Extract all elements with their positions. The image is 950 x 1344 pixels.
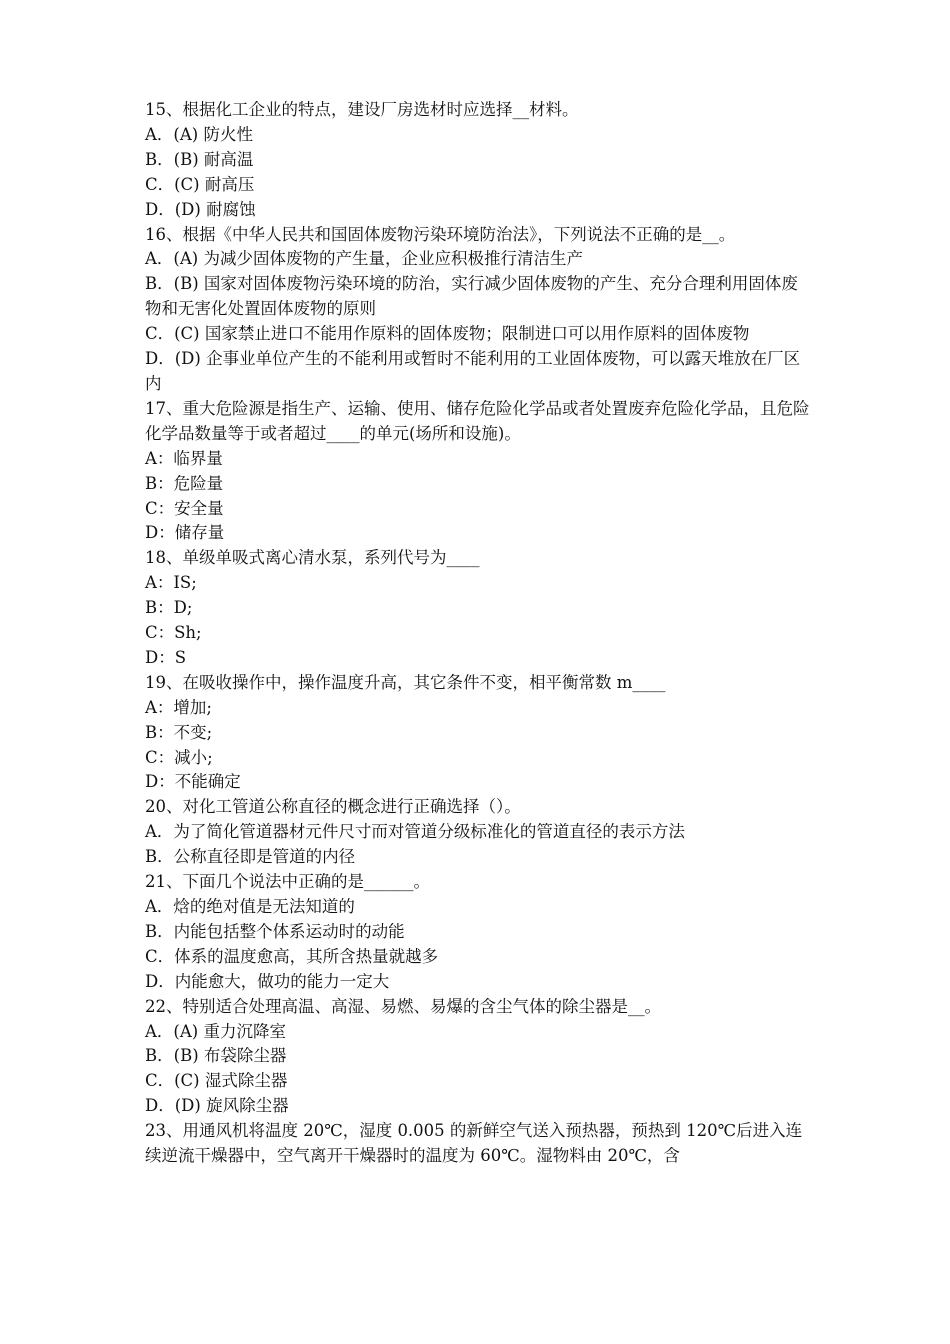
question-19 [145,671,810,796]
question-22 [145,995,810,1120]
option-c: C：Sh; [145,623,202,643]
option-b: B．(B) 布袋除尘器 [145,1046,287,1066]
option-b: B．(B) 国家对固体废物污染环境的防治，实行减少固体废物的产生、充分合理利用固体废物和无害化处置固体废物的原则 [145,274,798,319]
option-b: B．公称直径即是管道的内径 [145,847,356,867]
option-a: A：增加; [145,697,212,717]
option-b: B：D; [145,598,193,618]
option-d: D．(D) 耐腐蚀 [145,199,256,219]
option-d: D：储存量 [145,523,225,543]
option-c: C．(C) 湿式除尘器 [145,1071,288,1091]
option-a: A．焓的绝对值是无法知道的 [145,897,355,916]
question-stem: 18、单级单吸式离心清水泵，系列代号为____ [145,548,480,568]
question-16 [145,223,810,397]
question-stem: 22、特别适合处理高温、高湿、易燃、易爆的含尘气体的除尘器是__。 [145,996,661,1016]
option-c: C．(C) 耐高压 [145,174,255,194]
option-d: D．(D) 企事业单位产生的不能利用或暂时不能利用的工业固体废物，可以露天堆放在厂区内 [145,349,801,393]
option-c: C．体系的温度愈高，其所含热量就越多 [145,946,439,966]
question-20 [145,795,810,870]
option-d: D．内能愈大，做功的能力一定大 [145,971,390,991]
question-15 [145,98,810,223]
question-stem: 17、重大危险源是指生产、运输、使用、储存危险化学品或者处置废弃危险化学品，且危险化学品数量等于或者超过____的单元(场所和设施)。 [145,398,810,443]
option-b: B．(B) 耐高温 [145,149,254,169]
option-c: C：减小; [145,747,213,767]
question-stem: 21、下面几个说法中正确的是______。 [145,872,430,892]
question-21 [145,870,810,995]
option-b: B：危险量 [145,473,224,493]
question-23 [145,1119,810,1169]
question-18 [145,546,810,671]
option-d: D．(D) 旋风除尘器 [145,1096,289,1116]
option-c: C．(C) 国家禁止进口不能用作原料的固体废物；限制进口可以用作原料的固体废物 [145,324,750,344]
option-c: C：安全量 [145,498,224,518]
question-stem: 15、根据化工企业的特点，建设厂房选材时应选择__材料。 [145,100,579,119]
option-a: A：IS; [145,573,197,593]
option-d: D：S [145,647,187,667]
question-17 [145,397,810,546]
option-d: D：不能确定 [145,772,241,792]
option-a: A：临界量 [145,448,223,468]
document-page [145,98,810,1169]
question-stem: 20、对化工管道公称直径的概念进行正确选择（）。 [145,797,521,817]
option-a: A．(A) 重力沉降室 [145,1021,286,1041]
option-b: B：不变; [145,722,213,742]
question-stem: 23、用通风机将温度 20℃，湿度 0.005 的新鲜空气送入预热器，预热到 120℃后进入连续逆流干燥器中，空气离开干燥器时的温度为 60℃。湿物料由 20℃，含 [145,1121,803,1166]
question-stem: 19、在吸收操作中，操作温度升高，其它条件不变，相平衡常数 m____ [145,672,666,692]
option-a: A．(A) 为减少固体废物的产生量，企业应积极推行清洁生产 [145,249,583,269]
option-b: B．内能包括整个体系运动时的动能 [145,921,405,941]
option-a: A．(A) 防火性 [145,124,253,144]
question-stem: 16、根据《中华人民共和国固体废物污染环境防治法》，下列说法不正确的是__。 [145,224,736,244]
option-a: A．为了简化管道器材元件尺寸而对管道分级标准化的管道直径的表示方法 [145,822,685,842]
